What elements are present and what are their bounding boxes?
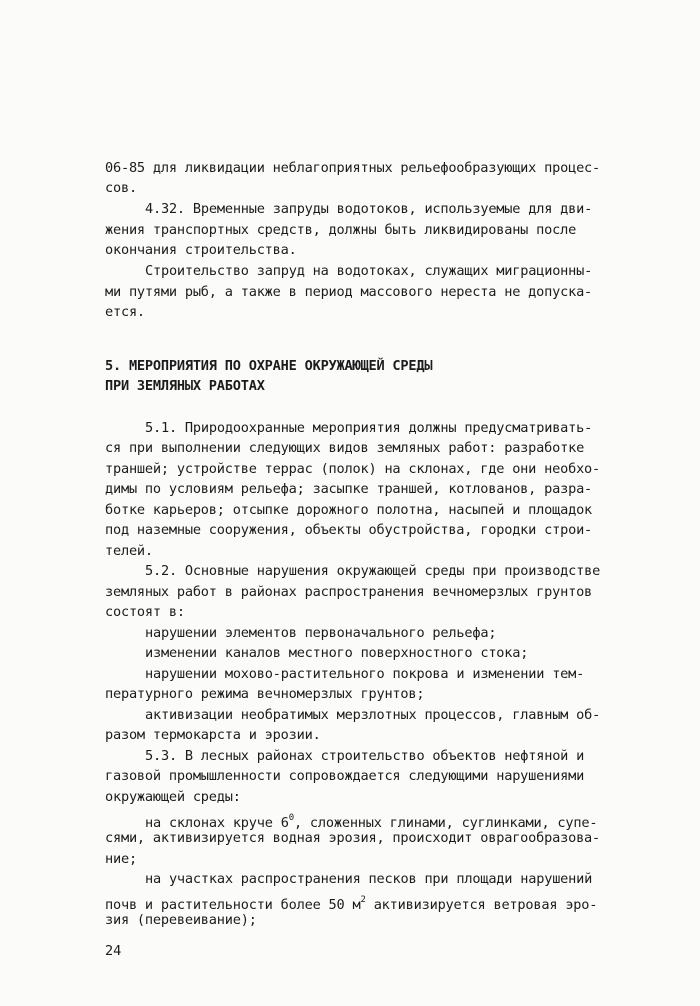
- text-span: активизируется ветровая эро-: [365, 897, 598, 913]
- text-line: телей.: [105, 543, 153, 559]
- text-line: 4.32. Временные запруды водотоков, используемые для дви-: [145, 201, 593, 217]
- text-line: сями, активизируется водная эрозия, происходит оврагообразова-: [105, 830, 601, 846]
- text-line: окончания строительства.: [105, 242, 297, 258]
- text-line: ется.: [105, 304, 145, 320]
- text-span: на склонах круче 6: [145, 815, 289, 831]
- text-line: зия (перевеивание);: [105, 912, 257, 928]
- text-line: ся при выполнении следующих видов земляных работ: разработке: [105, 440, 585, 456]
- text-line: сов.: [105, 180, 137, 196]
- text-line: состоят в:: [105, 604, 185, 620]
- text-line: 5.2. Основные нарушения окружающей среды при производстве: [145, 563, 601, 579]
- text-line: под наземные сооружения, объекты обустройства, городки строи-: [105, 522, 593, 538]
- text-line: ми путями рыб, а также в период массового нереста не допуска-: [105, 284, 593, 300]
- text-line: 5.1. Природоохранные мероприятия должны предусматривать-: [145, 420, 593, 436]
- section-heading: ПРИ ЗЕМЛЯНЫХ РАБОТАХ: [105, 378, 265, 394]
- section-heading: 5. МЕРОПРИЯТИЯ ПО ОХРАНЕ ОКРУЖАЮЩЕЙ СРЕДЫ: [105, 358, 433, 374]
- text-line: жения транспортных средств, должны быть ликвидированы после: [105, 222, 577, 238]
- text-line: газовой промышленности сопровождается следующими нарушениями: [105, 768, 585, 784]
- text-line: разом термокарста и эрозии.: [105, 727, 321, 743]
- list-item: активизации необратимых мерзлотных процессов, главным об-: [145, 707, 601, 723]
- text-line: земляных работ в районах распространения вечномерзлых грунтов: [105, 584, 593, 600]
- text-line: 06-85 для ликвидации неблагоприятных рельефообразующих процес-: [105, 160, 601, 176]
- superscript-square: 2: [360, 895, 366, 905]
- text-span: , сложенных глинами, суглинками, супе-: [293, 815, 598, 831]
- text-line: пературного режима вечномерзлых грунтов;: [105, 686, 425, 702]
- text-line: ботке карьеров; отсыпке дорожного полотна, насыпей и площадок: [105, 502, 593, 518]
- superscript-degree: 0: [288, 813, 294, 823]
- page-number: 24: [105, 943, 122, 959]
- list-item: на участках распространения песков при площади нарушений: [145, 871, 593, 887]
- text-line: димы по условиям рельефа; засыпке траншей, котлованов, разра-: [105, 481, 593, 497]
- list-item: нарушении элементов первоначального рельефа;: [145, 625, 497, 641]
- text-line: ние;: [105, 851, 137, 867]
- list-item: нарушении мохово-растительного покрова и изменении тем-: [145, 666, 585, 682]
- list-item: изменении каналов местного поверхностного стока;: [145, 645, 529, 661]
- text-line: траншей; устройстве террас (полок) на склонах, где они необхо-: [105, 461, 601, 477]
- text-line: Строительство запруд на водотоках, служащих миграционны-: [145, 263, 593, 279]
- text-line: окружающей среды:: [105, 789, 241, 805]
- text-line: 5.3. В лесных районах строительство объектов нефтяной и: [145, 748, 585, 764]
- text-span: почв и растительности более 50 м: [105, 897, 361, 913]
